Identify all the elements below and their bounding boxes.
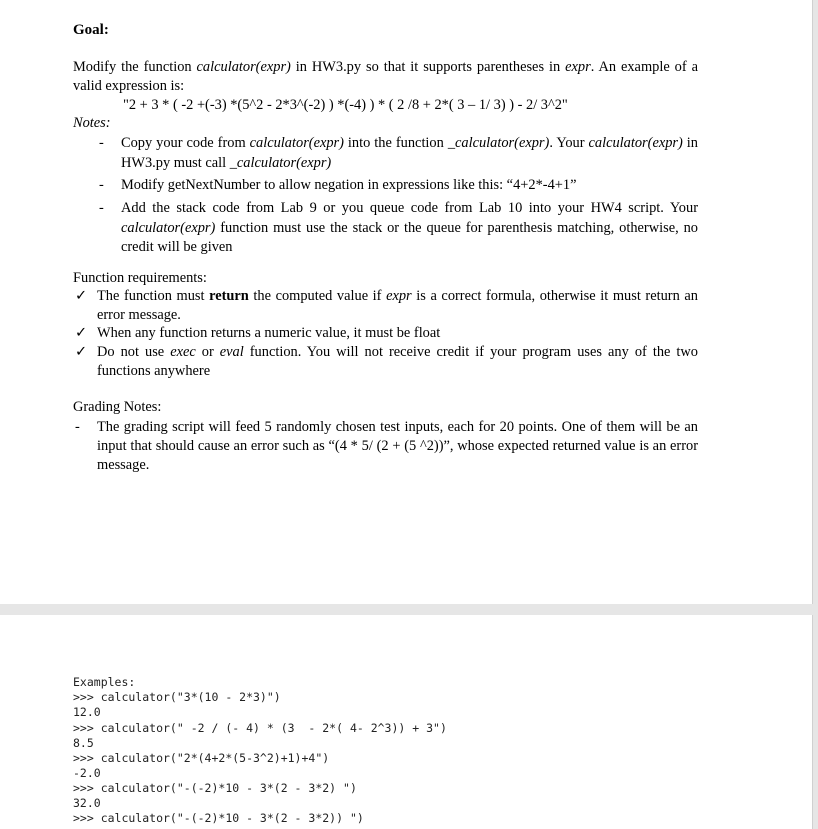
example-line: 12.0	[73, 705, 101, 719]
examples-label: Examples:	[73, 675, 136, 689]
example-line: >>> calculator(" -2 / (- 4) * (3 - 2*( 4- 2^3)) + 3")	[73, 721, 447, 735]
notes-item-2	[121, 176, 698, 196]
text-run: function must use the stack or the queue for parenthesis matching, otherwise, no credit will be given	[121, 219, 698, 255]
example-expression: "2 + 3 * ( -2 +(-3) *(5^2 - 2*3^(-2) ) *(-4) ) * ( 2 /8 + 2*( 3 – 1/ 3) ) - 2/ 3^2"	[123, 97, 568, 113]
text-run: When any function returns a numeric value, it must be float	[97, 325, 441, 341]
notes-item-1	[121, 134, 698, 173]
italic-run: eval	[219, 344, 244, 360]
italic-run: expr	[386, 288, 412, 304]
text-run: is a correct formula, otherwise it must return an error message.	[97, 288, 698, 323]
italic-run: _calculator(expr)	[229, 154, 332, 171]
notes-dash-2: -	[99, 177, 104, 193]
goal-heading: Goal:	[73, 22, 109, 38]
text-run: Modify the function	[73, 59, 197, 75]
bold-run: return	[209, 288, 249, 304]
text-run: . An example of a valid expression is:	[73, 59, 698, 94]
italic-run: calculator(expr)	[121, 219, 216, 236]
requirements-label: Function requirements:	[73, 270, 207, 286]
check-icon: ✓	[75, 288, 88, 304]
text-run: the computed value if	[248, 288, 387, 304]
requirement-item-2	[97, 324, 698, 343]
text-run: into the function	[343, 135, 448, 151]
text-run: The grading script will feed 5 randomly chosen test inputs, each for 20 points. One of them will be an input that should cause an error such as “(4 * 5/ (2 + (5 ^2))”, whose expected returned value is an error message.	[97, 419, 698, 473]
example-line: >>> calculator("-(-2)*10 - 3*(2 - 3*2) ")	[73, 781, 357, 795]
grading-label: Grading Notes:	[73, 399, 162, 415]
example-line: 8.5	[73, 736, 94, 750]
italic-run: calculator(expr)	[196, 59, 291, 75]
example-line: -2.0	[73, 766, 101, 780]
requirement-item-3	[97, 343, 698, 380]
requirement-item-1	[97, 287, 698, 324]
notes-label: Notes:	[73, 115, 111, 131]
check-icon: ✓	[75, 344, 88, 360]
text-run: Add the stack code from Lab 9 or you queue code from Lab 10 into your HW4 script. Your	[121, 200, 698, 216]
text-run: Copy your code from	[121, 135, 250, 151]
grading-item-1	[97, 418, 698, 475]
example-line: >>> calculator("2*(4+2*(5-3^2)+1)+4")	[73, 751, 330, 765]
text-run: or	[195, 344, 220, 360]
text-run: Modify getNextNumber to allow negation in expressions like this: “4+2*-4+1”	[121, 177, 577, 193]
notes-dash-1: -	[99, 135, 104, 151]
goal-intro-paragraph	[73, 58, 698, 96]
text-run: . Your	[549, 135, 589, 151]
grading-dash: -	[75, 419, 80, 435]
italic-run: exec	[170, 344, 196, 360]
italic-run: expr	[565, 59, 591, 75]
document-page-2	[0, 615, 813, 829]
example-line: 32.0	[73, 796, 101, 810]
text-run: Do not use	[97, 344, 171, 360]
text-run: function. You will not receive credit if your program uses any of the two functions anywhere	[97, 344, 698, 379]
text-run: in HW3.py so that it supports parentheses in	[290, 59, 566, 75]
example-line: >>> calculator("3*(10 - 2*3)")	[73, 690, 281, 704]
text-run: The function must	[97, 288, 210, 304]
text-run: in HW3.py must call	[121, 135, 698, 171]
example-line: >>> calculator("-(-2)*10 - 3*(2 - 3*2)) ")	[73, 811, 364, 825]
notes-dash-3: -	[99, 200, 104, 216]
italic-run: calculator(expr)	[588, 135, 683, 151]
italic-run: _calculator(expr)	[447, 135, 550, 151]
italic-run: calculator(expr)	[249, 135, 344, 151]
notes-item-3	[121, 199, 698, 258]
check-icon: ✓	[75, 325, 88, 341]
